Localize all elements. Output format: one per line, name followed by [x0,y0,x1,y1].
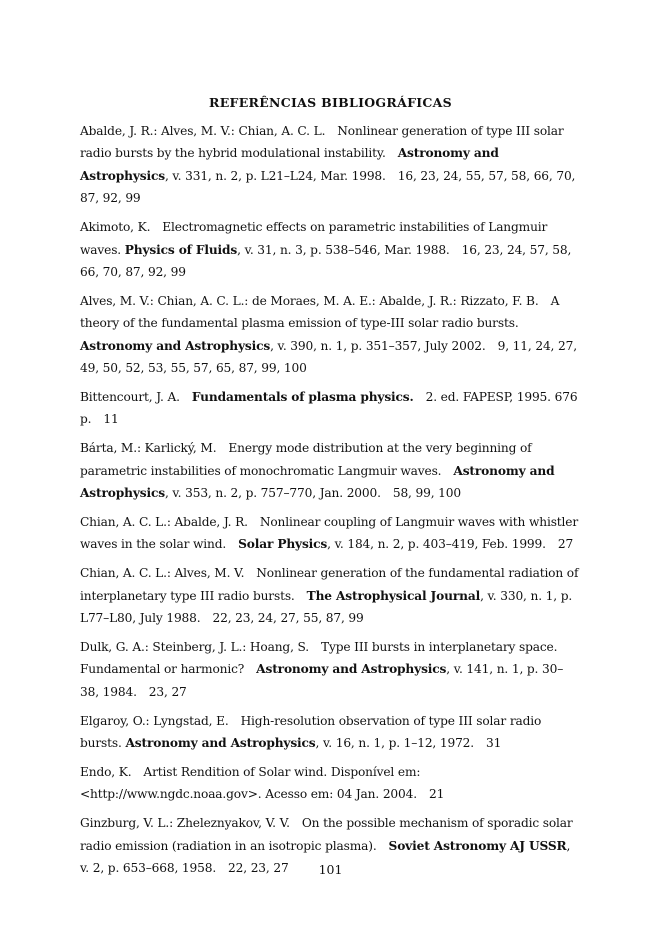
reference-cited-pages[interactable]: 22, 23, 24, 27, 55, 87, 99 [212,611,364,626]
reference-cited-pages[interactable]: 21 [428,787,445,802]
reference-cited-pages[interactable]: 31 [486,736,502,751]
reference-authors: Ginzburg, V. L.: Zheleznyakov, V. V. [80,816,290,831]
reference-authors: Bárta, M.: Karlický, M. [80,441,217,456]
reference-details: , v. 331, n. 2, p. L21–L24, Mar. 1998. [164,168,386,183]
reference-details: 2. ed. FAPESP, 1995. 676 p. [80,389,578,427]
reference-item [80,386,580,431]
reference-source: Fundamentals of plasma physics. [191,389,414,404]
reference-source: Astronomy and Astrophysics [80,338,271,353]
reference-source: Physics of Fluids [124,242,238,257]
reference-details: , v. 31, n. 3, p. 538–546, Mar. 1988. [237,242,450,257]
reference-authors: Chian, A. C. L.: Alves, M. V. [80,566,245,581]
reference-cited-pages[interactable]: 11 [103,412,119,427]
reference-item [80,761,580,806]
reference-cited-pages[interactable]: 16, 23, 24, 57, 58, 66, 70, 87, 92, 99 [80,242,572,279]
reference-item [80,562,580,629]
reference-authors: Bittencourt, J. A. [80,389,180,404]
reference-title: Energy mode distribution at the very beginning of parametric instabilities of monochromatic Langmuir waves. [80,441,532,478]
reference-item [80,710,580,755]
reference-item [80,216,580,283]
reference-source: Solar Physics [238,537,328,552]
reference-details: , v. 353, n. 2, p. 757–770, Jan. 2000. [164,486,381,501]
reference-title[interactable]: Artist Rendition of Solar wind. Disponível em: <http://www.ngdc.noaa.gov>. Acesso em: 04 Jan. 2004. [80,765,421,802]
reference-source: Astronomy and Astrophysics [80,146,499,183]
reference-title: Nonlinear generation of the fundamental radiation of interplanetary type III radio bursts. [80,566,579,603]
reference-title: High-resolution observation of type III solar radio bursts. [80,713,542,751]
reference-authors: Elgaroy, O.: Lyngstad, E. [80,713,229,728]
reference-source: Astronomy and Astrophysics [125,736,316,751]
reference-title: A theory of the fundamental plasma emission of type-III solar radio bursts. [80,293,560,331]
reference-item [80,511,580,556]
reference-title: Nonlinear generation of type III solar radio bursts by the hybrid modulational instability. [80,124,564,161]
reference-details: , v. 141, n. 1, p. 30–38, 1984. [80,662,564,699]
reference-details: , v. 390, n. 1, p. 351–357, July 2002. [270,338,486,353]
reference-source: The Astrophysical Journal [306,588,481,603]
reference-cited-pages[interactable]: 22, 23, 27 [228,861,289,876]
reference-details: , v. 330, n. 1, p. L77–L80, July 1988. [80,588,573,626]
reference-list [80,120,580,886]
reference-cited-pages[interactable]: 23, 27 [148,684,187,699]
reference-cited-pages[interactable]: 27 [557,537,574,552]
reference-title: Type III bursts in interplanetary space. Fundamental or harmonic? [80,640,558,677]
reference-cited-pages[interactable]: 58, 99, 100 [392,486,461,501]
reference-source: Astronomy and Astrophysics [80,463,555,501]
reference-title: Electromagnetic effects on parametric instabilities of Langmuir waves. [80,220,548,257]
reference-details: , v. 184, n. 2, p. 403–419, Feb. 1999. [327,537,546,552]
reference-item [80,120,580,210]
reference-source: Soviet Astronomy AJ USSR [388,838,567,853]
reference-cited-pages[interactable]: 16, 23, 24, 55, 57, 58, 66, 70, 87, 92, 99 [80,168,576,206]
reference-cited-pages[interactable]: 9, 11, 24, 27, 49, 50, 52, 53, 55, 57, 65, 87, 99, 100 [80,338,577,376]
page-title: REFERÊNCIAS BIBLIOGRÁFICAS [209,95,452,110]
reference-authors: Dulk, G. A.: Steinberg, J. L.: Hoang, S. [80,640,310,655]
reference-title: On the possible mechanism of sporadic solar radio emission (radiation in an isotropic plasma). [80,816,573,853]
page-number: 101 [318,862,343,877]
reference-source: Astronomy and Astrophysics [256,662,447,677]
reference-authors: Alves, M. V.: Chian, A. C. L.: de Moraes, M. A. E.: Abalde, J. R.: Rizzato, F. B. [80,293,539,308]
reference-authors: Akimoto, K. [80,220,151,235]
reference-authors: Chian, A. C. L.: Abalde, J. R. [80,515,248,529]
reference-authors: Endo, K. [80,765,132,780]
reference-item [80,636,580,703]
reference-item [80,290,580,380]
reference-authors: Abalde, J. R.: Alves, M. V.: Chian, A. C. L. [80,124,326,138]
reference-title: Nonlinear coupling of Langmuir waves with whistler waves in the solar wind. [80,515,579,552]
reference-item [80,437,580,504]
reference-details: , v. 16, n. 1, p. 1–12, 1972. [315,736,475,751]
reference-details: , v. 2, p. 653–668, 1958. [80,838,571,876]
